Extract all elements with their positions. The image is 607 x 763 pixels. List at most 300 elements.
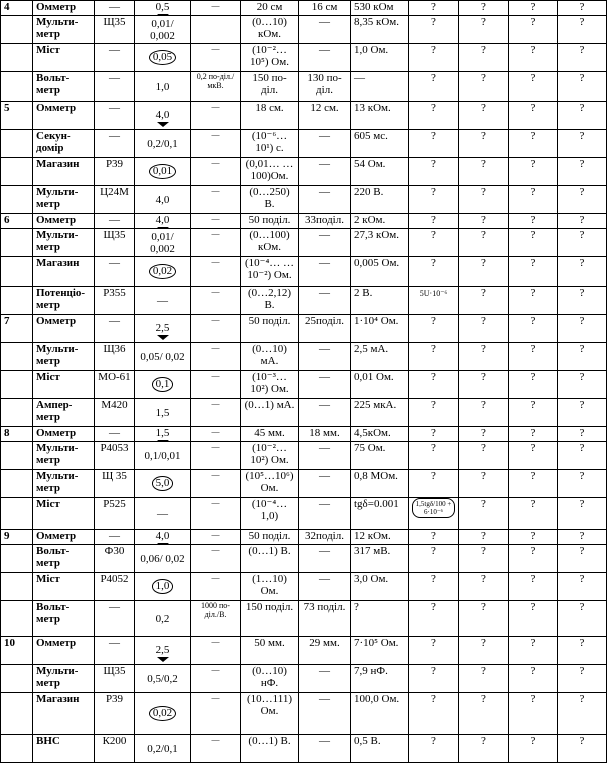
accuracy-class-cell [135,545,191,573]
result-value: ? [579,1,585,13]
measured-value-cell: 0,5 В. [351,735,409,763]
accuracy-class-value: 4,0 [155,530,170,542]
result-cell [459,287,509,315]
measured-value-cell: ? [351,601,409,637]
result-value: ? [481,498,486,510]
reading-cell: — [299,545,351,573]
device-type-cell: Р4053 [95,442,135,470]
result-cell [409,229,459,257]
result-value: ? [431,573,436,585]
reading-cell: — [299,158,351,186]
result-cell [409,637,459,665]
sensitivity-cell: — [191,229,241,257]
accuracy-class-value: 5,0 [152,476,174,491]
result-value: ? [431,530,436,542]
result-value: ? [579,601,585,613]
result-cell [509,16,558,44]
range-cell: (0…1) В. [241,735,299,763]
result-cell [558,399,607,427]
result-value: ? [530,637,536,649]
result-value: ? [530,287,536,299]
range-cell: (10…111) Ом. [241,693,299,735]
result-value: 1,5tgδ/100 + 6·10⁻⁶ [412,498,455,518]
accuracy-class-value: 0,1/0,01 [144,449,181,462]
result-cell [459,735,509,763]
table-row [1,601,607,637]
result-value: ? [431,186,436,198]
result-cell [558,72,607,102]
row-number-cell [1,72,33,102]
result-value: ? [579,470,585,482]
row-number-cell [1,257,33,287]
device-name-cell: Мульти-метр [33,343,95,371]
sensitivity-cell: 0,2 по-діл./мкВ. [191,72,241,102]
range-cell: (10⁻⁴… …10⁻²) Ом. [241,257,299,287]
accuracy-class-cell [135,186,191,214]
reading-cell: 16 см [299,1,351,16]
reading-cell: 25поділ. [299,315,351,343]
result-cell [509,545,558,573]
result-value: ? [579,16,585,28]
accuracy-class-cell [135,427,191,442]
result-cell [509,601,558,637]
result-cell [459,470,509,498]
result-value: ? [579,158,585,170]
result-value: ? [481,257,486,269]
measured-value-cell: 1·10⁴ Ом. [351,315,409,343]
measured-value-cell: tgδ=0.001 [351,498,409,530]
sensitivity-cell: — [191,498,241,530]
range-cell: (10⁻²…10⁵) Ом. [241,44,299,72]
accuracy-class-value: 0,02 [149,264,176,279]
row-number-cell: 8 [1,427,33,442]
result-cell [459,530,509,545]
row-number-cell [1,545,33,573]
result-value: ? [431,399,436,411]
result-value: ? [431,693,436,705]
device-name-cell: Секун-домір [33,130,95,158]
result-cell [558,530,607,545]
result-value: ? [431,102,436,114]
accuracy-class-value: 2,5 [155,643,170,656]
result-cell [459,1,509,16]
device-name-cell: Ампер-метр [33,399,95,427]
result-value: ? [530,470,536,482]
result-value: ? [481,442,486,454]
result-cell [459,601,509,637]
result-value: ? [530,530,536,542]
result-cell [409,573,459,601]
device-type-cell: — [95,44,135,72]
sensitivity-cell: — [191,257,241,287]
device-type-cell: — [95,427,135,442]
sensitivity-cell: — [191,371,241,399]
range-cell: (0,01… …100)Ом. [241,158,299,186]
range-cell: (10⁵…10⁶) Ом. [241,470,299,498]
row-number-cell: 9 [1,530,33,545]
device-type-cell: — [95,72,135,102]
result-cell [409,601,459,637]
device-name-cell: Мульти-метр [33,229,95,257]
row-number-cell [1,442,33,470]
result-value: ? [431,158,436,170]
accuracy-class-value: 1,5 [155,427,170,439]
sensitivity-cell: — [191,637,241,665]
result-value: ? [579,44,585,56]
accuracy-class-cell [135,442,191,470]
result-value: ? [481,371,486,383]
result-cell [459,214,509,229]
table-row [1,665,607,693]
sensitivity-cell: — [191,287,241,315]
result-value: ? [431,1,436,13]
reading-cell: — [299,665,351,693]
result-value: ? [431,257,436,269]
table-row [1,371,607,399]
range-cell: (0…1) В. [241,545,299,573]
result-cell [409,72,459,102]
result-value: ? [530,130,536,142]
result-value: ? [481,530,486,542]
sensitivity-cell: — [191,214,241,229]
result-value: ? [431,470,436,482]
result-cell [558,735,607,763]
result-value: ? [481,315,486,327]
accuracy-class-cell [135,1,191,16]
result-value: ? [530,665,536,677]
reading-cell: — [299,371,351,399]
device-type-cell: — [95,530,135,545]
result-cell [459,186,509,214]
range-cell: 50 поділ. [241,530,299,545]
result-cell [409,102,459,130]
accuracy-class-cell [135,735,191,763]
result-value: ? [481,545,486,557]
result-cell [558,214,607,229]
accuracy-class-value: 1,0 [155,80,170,93]
table-row [1,530,607,545]
device-type-cell: Щ35 [95,229,135,257]
result-value: ? [431,343,436,355]
result-value: ? [530,735,536,747]
result-value: ? [431,44,436,56]
row-number-cell [1,287,33,315]
accuracy-class-value: — [157,507,168,520]
measured-value-cell: 1,0 Ом. [351,44,409,72]
table-body [1,1,607,763]
table-row [1,44,607,72]
table-row [1,573,607,601]
result-cell [459,158,509,186]
accuracy-class-value: — [157,294,168,307]
reading-cell: — [299,287,351,315]
result-cell [509,186,558,214]
sensitivity-cell: — [191,130,241,158]
result-value: ? [530,545,536,557]
reading-cell: — [299,573,351,601]
range-cell: 150 поділ. [241,601,299,637]
result-cell [509,637,558,665]
result-cell [509,735,558,763]
range-cell: (0…10) кОм. [241,16,299,44]
row-number-cell: 10 [1,637,33,665]
result-cell [409,1,459,16]
result-cell [459,16,509,44]
row-number-cell: 4 [1,1,33,16]
sensitivity-cell: — [191,545,241,573]
sensitivity-cell: — [191,442,241,470]
result-cell [558,573,607,601]
result-value: ? [579,72,585,84]
device-type-cell: — [95,257,135,287]
result-value: ? [579,257,585,269]
accuracy-class-value: 0,2 [155,612,170,625]
range-cell: (10⁻²…10²) Ом. [241,442,299,470]
result-value: ? [530,693,536,705]
measured-value-cell: 8,35 кОм. [351,16,409,44]
measured-value-cell: 0,01 Ом. [351,371,409,399]
row-number-cell [1,16,33,44]
accuracy-class-cell [135,498,191,530]
sensitivity-cell: — [191,530,241,545]
result-value: ? [431,214,436,226]
result-value: ? [481,214,486,226]
result-value: ? [530,573,536,585]
range-cell: 50 мм. [241,637,299,665]
result-cell [558,1,607,16]
device-name-cell: Омметр [33,427,95,442]
range-cell: 150 по-діл. [241,72,299,102]
accuracy-class-cell [135,530,191,545]
result-cell [409,693,459,735]
row-number-cell [1,186,33,214]
result-cell [459,545,509,573]
table-row [1,158,607,186]
reading-cell: — [299,498,351,530]
measured-value-cell: 75 Ом. [351,442,409,470]
accuracy-class-cell [135,102,191,130]
result-cell [459,229,509,257]
range-cell: (10⁻⁶…10¹) с. [241,130,299,158]
reading-cell: — [299,257,351,287]
reading-cell: — [299,44,351,72]
result-cell [558,498,607,530]
result-cell [509,229,558,257]
range-cell: (0…2,12) В. [241,287,299,315]
result-value: ? [530,102,536,114]
table-row [1,735,607,763]
result-cell [558,315,607,343]
device-type-cell: К200 [95,735,135,763]
result-value: ? [530,186,536,198]
result-cell [459,573,509,601]
accuracy-class-cell [135,287,191,315]
device-name-cell: Омметр [33,315,95,343]
result-cell [558,470,607,498]
row-number-cell [1,229,33,257]
result-value: ? [579,130,585,142]
measured-value-cell: 2 кОм. [351,214,409,229]
result-value: ? [431,545,436,557]
result-value: ? [431,130,436,142]
result-value: ? [481,72,486,84]
accuracy-class-cell [135,637,191,665]
result-cell [459,693,509,735]
result-value: ? [579,399,585,411]
result-cell [459,665,509,693]
result-value: ? [530,257,536,269]
row-number-cell: 7 [1,315,33,343]
reading-cell: 32поділ. [299,530,351,545]
measured-value-cell: 605 мс. [351,130,409,158]
row-number-cell: 6 [1,214,33,229]
result-value: ? [481,158,486,170]
accuracy-class-cell [135,158,191,186]
row-number-cell [1,371,33,399]
sensitivity-cell: — [191,186,241,214]
result-value: ? [579,637,585,649]
reading-cell: — [299,442,351,470]
result-value: ? [481,601,486,613]
range-cell: 45 мм. [241,427,299,442]
row-number-cell [1,498,33,530]
reading-cell: — [299,16,351,44]
result-cell [558,427,607,442]
table-row [1,72,607,102]
range-cell: (0…10) мА. [241,343,299,371]
result-cell [409,16,459,44]
device-name-cell: Магазин [33,257,95,287]
reading-cell: — [299,399,351,427]
reading-cell: — [299,470,351,498]
accuracy-class-cell [135,16,191,44]
result-cell [459,72,509,102]
device-name-cell: Міст [33,371,95,399]
range-cell: (1…10) Ом. [241,573,299,601]
accuracy-class-value: 0,5/0,2 [147,672,178,685]
table-row [1,315,607,343]
measured-value-cell: 27,3 кОм. [351,229,409,257]
accuracy-class-value: 0,01/ 0,002 [150,17,175,42]
accuracy-class-value: 0,06/ 0,02 [140,552,185,565]
accuracy-class-value: 0,01/ 0,002 [150,230,175,255]
device-name-cell: ВНС [33,735,95,763]
measured-value-cell: 0,005 Ом. [351,257,409,287]
result-cell [409,130,459,158]
result-cell [558,186,607,214]
sensitivity-cell: — [191,470,241,498]
accuracy-class-cell [135,229,191,257]
result-cell [459,498,509,530]
reading-cell: — [299,186,351,214]
device-type-cell: МО-61 [95,371,135,399]
result-value: ? [530,343,536,355]
device-type-cell: Ц24М [95,186,135,214]
result-value: ? [431,665,436,677]
result-value: ? [530,44,536,56]
sensitivity-cell: — [191,735,241,763]
result-value: 5U·10⁻⁶ [419,289,448,298]
table-row [1,498,607,530]
row-number-cell: 5 [1,102,33,130]
result-value: ? [579,665,585,677]
result-value: ? [579,229,585,241]
device-name-cell: Міст [33,573,95,601]
device-name-cell: Вольт-метр [33,601,95,637]
table-row [1,16,607,44]
result-value: ? [579,735,585,747]
sensitivity-cell: — [191,315,241,343]
result-cell [509,343,558,371]
device-type-cell: Щ35 [95,16,135,44]
table-row [1,186,607,214]
result-cell [409,315,459,343]
accuracy-class-cell [135,371,191,399]
result-cell [459,102,509,130]
accuracy-class-cell [135,470,191,498]
result-value: ? [481,470,486,482]
result-value: ? [530,158,536,170]
device-name-cell: Омметр [33,214,95,229]
result-cell [409,665,459,693]
table-row [1,229,607,257]
range-cell: (10⁻⁴…1,0) [241,498,299,530]
table-row [1,257,607,287]
result-value: ? [481,427,486,439]
reading-cell: 29 мм. [299,637,351,665]
result-value: ? [431,637,436,649]
result-cell [509,158,558,186]
measured-value-cell: 2,5 мА. [351,343,409,371]
device-name-cell: Мульти-метр [33,16,95,44]
table-row [1,427,607,442]
result-value: ? [579,371,585,383]
device-type-cell: — [95,601,135,637]
result-value: ? [579,530,585,542]
result-cell [509,442,558,470]
device-name-cell: Мульти-метр [33,470,95,498]
device-name-cell: Омметр [33,1,95,16]
range-cell: (0…1) мА. [241,399,299,427]
result-value: ? [431,427,436,439]
sensitivity-cell: — [191,343,241,371]
accuracy-class-value: 0,02 [149,706,176,721]
sensitivity-cell: — [191,427,241,442]
result-value: ? [431,16,436,28]
result-value: ? [579,427,585,439]
accuracy-class-value: 0,2/0,1 [147,137,178,150]
accuracy-class-value: 4,0 [155,214,170,226]
result-value: ? [431,601,436,613]
result-cell [459,442,509,470]
sensitivity-cell: — [191,158,241,186]
result-cell [509,287,558,315]
range-cell: 18 см. [241,102,299,130]
result-cell [558,44,607,72]
accuracy-class-value: 2,5 [155,321,170,334]
reading-cell: 33поділ. [299,214,351,229]
result-value: ? [530,371,536,383]
row-number-cell [1,44,33,72]
device-type-cell: Р4052 [95,573,135,601]
measured-value-cell: 317 мВ. [351,545,409,573]
device-name-cell: Омметр [33,637,95,665]
reading-cell: — [299,693,351,735]
result-value: ? [579,102,585,114]
table-row [1,470,607,498]
result-cell [409,470,459,498]
measured-value-cell: 220 В. [351,186,409,214]
